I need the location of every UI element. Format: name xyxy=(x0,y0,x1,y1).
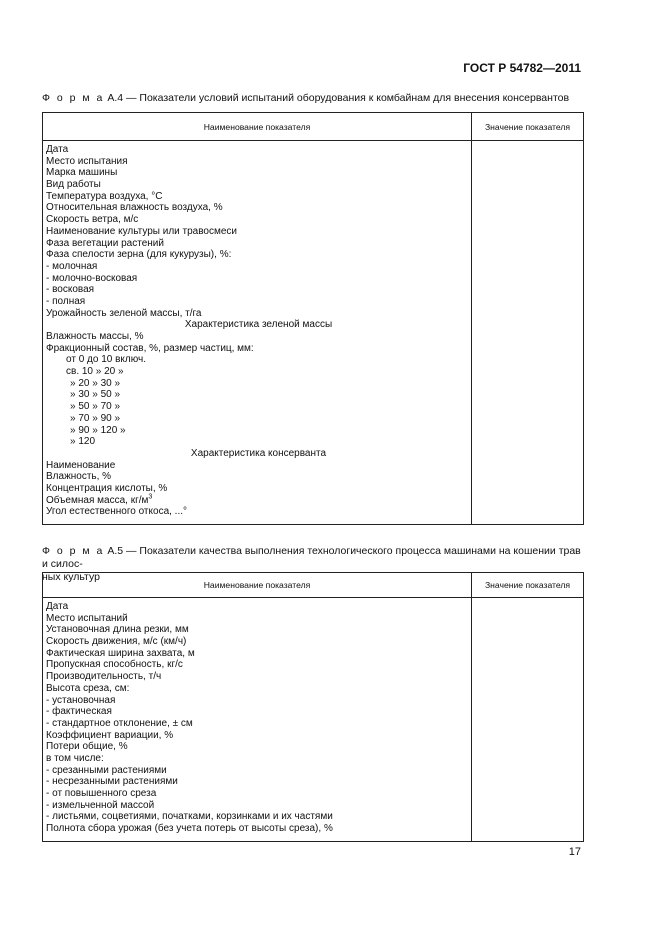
form-a4-row-label xyxy=(46,495,471,507)
form-a4-row-label: Концентрация кислоты, % xyxy=(46,482,168,494)
form-a4-row-label: » 120 xyxy=(70,436,96,448)
form-a4-row-label: Характеристика зеленой массы xyxy=(184,319,333,331)
form-a4-caption-text: А.4 — Показатели условий испытаний оборудования к комбайнам для внесения консервантов xyxy=(107,92,570,104)
form-a4-row-label: Температура воздуха, °С xyxy=(46,190,163,202)
form-a5-row-label: - стандартное отклонение, ± см xyxy=(46,717,193,729)
form-a4-table xyxy=(42,112,584,525)
form-a4-row-label: » 50 » 70 » xyxy=(70,401,121,413)
form-a5-names-cell xyxy=(43,598,472,842)
form-a4-row-label: - полная xyxy=(46,295,86,307)
form-a4-body-row xyxy=(43,141,584,525)
superscript: 3 xyxy=(148,493,153,501)
form-a5-row-label: Установочная длина резки, мм xyxy=(46,624,189,636)
form-a5-col-name: Наименование показателя xyxy=(43,573,472,598)
form-a4-row-label: - молочно-восковая xyxy=(46,272,138,284)
form-a4-row-label: - восковая xyxy=(46,284,95,296)
form-a5-row-label: Пропускная способность, кг/с xyxy=(46,659,183,671)
form-a5-row-label: - несрезанными растениями xyxy=(46,776,178,788)
form-a5-row-label: Полнота сбора урожая (без учета потерь от высоты среза), % xyxy=(46,823,333,835)
form-a5-header-row xyxy=(43,573,584,598)
form-a5-body-row xyxy=(43,598,584,842)
form-a5-row-label: - фактическая xyxy=(46,706,112,718)
form-a4-row-label: Фаза вегетации растений xyxy=(46,237,164,249)
form-a4-row-label: Влажность массы, % xyxy=(46,331,144,342)
form-a4-row-label: - молочная xyxy=(46,260,98,272)
form-a4-values-cell xyxy=(472,141,584,525)
form-a5-row-label: Производительность, т/ч xyxy=(46,671,162,683)
form-a4-row-label: Наименование xyxy=(46,459,116,471)
form-a5-row-label: - установочная xyxy=(46,694,116,706)
form-a5-row-label: - срезанными растениями xyxy=(46,764,167,776)
form-a5-row-label: Дата xyxy=(46,601,69,612)
form-a4-col-value: Значение показателя xyxy=(472,113,584,141)
form-a5-caption-text: А.5 — Показатели качества выполнения технологического процесса машинами на кошении трав и силос- xyxy=(42,545,581,570)
form-a4-row-label: » 30 » 50 » xyxy=(70,389,121,401)
form-a5-row-label: Коэффициент вариации, % xyxy=(46,729,174,741)
form-a4-row-label: Относительная влажность воздуха, % xyxy=(46,202,223,214)
form-a5-table xyxy=(42,572,584,842)
form-a5-row-label: - от повышенного среза xyxy=(46,788,157,799)
form-a4-row-label: Фракционный состав, %, размер частиц, мм: xyxy=(46,342,254,354)
form-a4-caption-prefix: Ф о р м а xyxy=(42,92,105,104)
form-a4-row-label: Влажность, % xyxy=(46,471,112,483)
document-code: ГОСТ Р 54782—2011 xyxy=(463,61,581,75)
form-a4-row-label: Угол естественного откоса, ...° xyxy=(46,506,188,518)
form-a5-row-label: - измельченной массой xyxy=(46,799,155,811)
form-a4-rows xyxy=(43,141,471,524)
form-a4-row-label: от 0 до 10 включ. xyxy=(66,354,147,366)
form-a5-col-value: Значение показателя xyxy=(472,573,584,598)
form-a5-caption-text-cont: ных культур xyxy=(42,571,100,583)
form-a4-row-label: Скорость ветра, м/с xyxy=(46,214,139,226)
form-a5-row-label: Потери общие, % xyxy=(46,741,128,753)
form-a4-row-label: св. 10 » 20 » xyxy=(66,366,124,378)
form-a5-row-label: Скорость движения, м/с (км/ч) xyxy=(46,636,187,648)
form-a4-row-label: Характеристика консерванта xyxy=(190,447,327,459)
form-a5-row-label: Фактическая ширина захвата, м xyxy=(46,647,195,659)
form-a5-row-label: Место испытаний xyxy=(46,612,128,624)
form-a5-rows xyxy=(43,598,471,841)
form-a4-row-label: Вид работы xyxy=(46,179,101,191)
form-a4-names-cell xyxy=(43,141,472,525)
form-a4-row-label: Марка машины xyxy=(46,167,118,179)
form-a4-col-name: Наименование показателя xyxy=(43,113,472,141)
form-a5-row-label: Высота среза, см: xyxy=(46,682,130,694)
form-a4-row-label: Фаза спелости зерна (для кукурузы), %: xyxy=(46,249,232,261)
form-a4-row-label: Место испытания xyxy=(46,155,128,167)
form-a4-header-row xyxy=(43,113,584,141)
form-a4-row-label: Дата xyxy=(46,144,69,155)
page-number: 17 xyxy=(568,846,581,858)
form-a5-row-label: в том числе: xyxy=(46,752,104,764)
form-a4-row-label: Урожайность зеленой массы, т/га xyxy=(46,307,202,319)
form-a4-caption xyxy=(42,92,582,105)
row-text: Объемная масса, кг/м xyxy=(46,494,149,506)
form-a4-row-label: » 20 » 30 » xyxy=(70,377,121,389)
form-a4-row-label: » 90 » 120 » xyxy=(70,424,126,436)
form-a5-caption-prefix: Ф о р м а xyxy=(42,545,105,557)
form-a4-row-label: Наименование культуры или травосмеси xyxy=(46,225,238,237)
form-a5-row-label: - листьями, соцветиями, початками, корзинками и их частями xyxy=(46,811,333,823)
form-a4-row-label: » 70 » 90 » xyxy=(70,412,121,424)
form-a5-values-cell xyxy=(472,598,584,842)
